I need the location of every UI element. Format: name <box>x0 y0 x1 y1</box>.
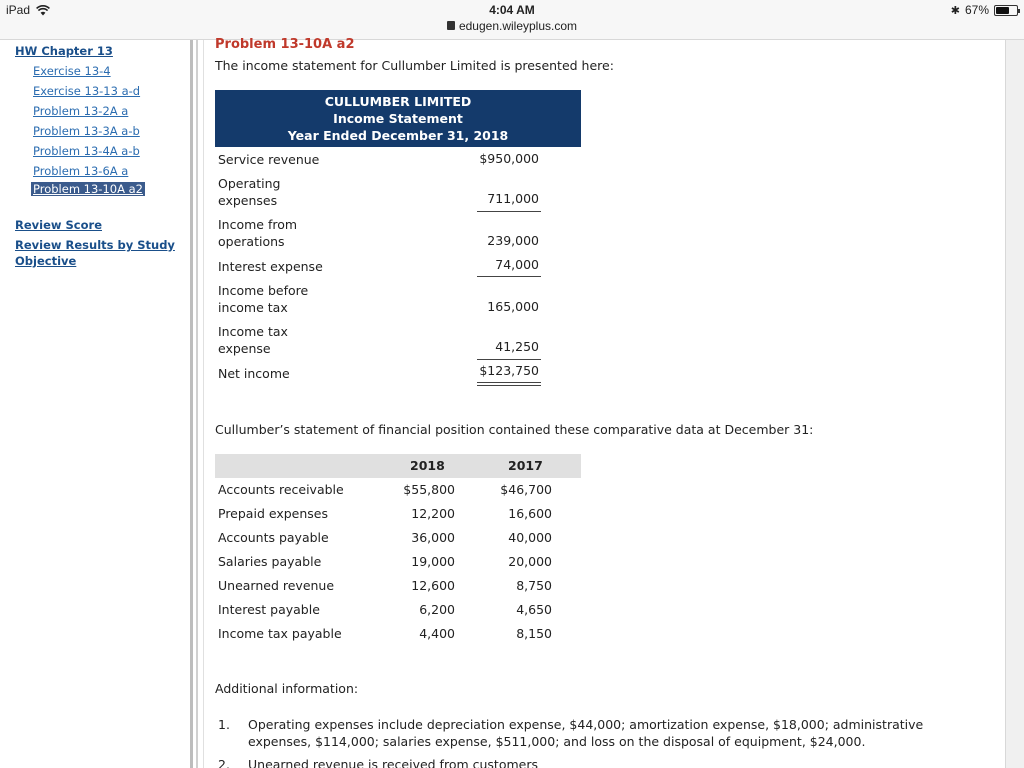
review-results-link[interactable]: Review Results by Study <box>15 238 175 252</box>
value-2017: 4,650 <box>516 602 552 617</box>
row-value: $950,000 <box>479 151 539 166</box>
additional-info-heading: Additional information: <box>215 681 359 696</box>
value-2018: 12,200 <box>411 506 455 521</box>
sidebar-item-exercise-13-13[interactable]: Exercise 13-13 a-d <box>33 84 141 98</box>
intro-text: The income statement for Cullumber Limited is presented here: <box>215 58 614 73</box>
device-label: iPad <box>6 3 31 17</box>
address-bar[interactable] <box>0 19 1024 33</box>
row-label: Income tax payable <box>218 626 342 641</box>
col-header-2017: 2017 <box>508 458 543 473</box>
sidebar-item-exercise-13-4[interactable]: Exercise 13-4 <box>33 64 111 78</box>
comparative-header <box>215 454 581 478</box>
row-label-line2: expenses <box>218 193 278 208</box>
row-value: 165,000 <box>487 299 539 314</box>
status-right <box>951 3 1018 17</box>
row-value: 41,250 <box>495 339 539 354</box>
row-label: Salaries payable <box>218 554 322 569</box>
row-label: Operating <box>218 176 281 191</box>
sidebar-item-problem-13-3a[interactable]: Problem 13-3A a-b <box>33 124 140 138</box>
sidebar-item-problem-13-6a[interactable]: Problem 13-6A a <box>33 164 129 178</box>
row-label: Service revenue <box>218 152 320 167</box>
value-2017: 8,750 <box>516 578 552 593</box>
sidebar-item-problem-13-4a[interactable]: Problem 13-4A a-b <box>33 144 140 158</box>
value-2018: 6,200 <box>419 602 455 617</box>
note-number: 2. <box>218 757 230 768</box>
income-statement-header <box>215 90 581 147</box>
sidebar-heading-hw-chapter[interactable]: HW Chapter 13 <box>15 44 113 58</box>
row-value: 74,000 <box>495 257 539 272</box>
lock-icon <box>447 21 455 30</box>
status-bar <box>0 0 1024 40</box>
value-2017: 40,000 <box>508 530 552 545</box>
value-2017: 20,000 <box>508 554 552 569</box>
row-label: Income from <box>218 217 298 232</box>
sidebar-item-problem-13-10a[interactable]: Problem 13-10A a2 <box>33 182 143 196</box>
underline <box>477 359 541 360</box>
sidebar <box>0 40 190 768</box>
battery-icon <box>994 5 1018 16</box>
underline <box>477 211 541 212</box>
note-text: Operating expenses include depreciation expense, $44,000; amortization expense, $18,000; administrative expenses, $114,000; salaries expense, $511,000; and loss on the disposal of equipment, $24,000. <box>248 717 924 749</box>
review-score-link[interactable]: Review Score <box>15 218 102 232</box>
value-2017: 8,150 <box>516 626 552 641</box>
scrollbar-track[interactable] <box>1005 40 1024 768</box>
bluetooth-icon: ✱ <box>950 4 960 17</box>
frame-divider[interactable] <box>190 40 193 768</box>
review-results-link-line2[interactable]: Objective <box>15 254 77 268</box>
value-2018: 12,600 <box>411 578 455 593</box>
row-label: Net income <box>218 366 290 381</box>
row-label-line2: operations <box>218 234 285 249</box>
row-label: Accounts receivable <box>218 482 344 497</box>
statement-period: Year Ended December 31, 2018 <box>287 128 509 143</box>
row-label: Income tax <box>218 324 288 339</box>
note-number: 1. <box>218 717 230 732</box>
col-header-2018: 2018 <box>410 458 445 473</box>
value-2017: $46,700 <box>500 482 552 497</box>
row-label: Accounts payable <box>218 530 329 545</box>
value-2018: $55,800 <box>403 482 455 497</box>
double-underline-bottom <box>477 385 541 386</box>
sidebar-item-problem-13-2a[interactable]: Problem 13-2A a <box>33 104 129 118</box>
problem-title: Problem 13-10A a2 <box>215 37 355 52</box>
comparative-intro: Cullumber’s statement of financial position contained these comparative data at December 31: <box>215 422 814 437</box>
content-border <box>203 40 204 768</box>
row-value: 711,000 <box>487 191 539 206</box>
row-label: Interest payable <box>218 602 320 617</box>
row-label-line2: expense <box>218 341 271 356</box>
note-text: Unearned revenue is received from customers <box>248 757 538 768</box>
row-label: Prepaid expenses <box>218 506 328 521</box>
value-2018: 4,400 <box>419 626 455 641</box>
row-label: Income before <box>218 283 309 298</box>
row-value: 239,000 <box>487 233 539 248</box>
battery-percent: 67% <box>964 3 989 17</box>
statement-name: Income Statement <box>333 111 463 126</box>
clock: 4:04 AM <box>489 3 535 17</box>
value-2017: 16,600 <box>508 506 552 521</box>
row-label: Interest expense <box>218 259 323 274</box>
row-label: Unearned revenue <box>218 578 335 593</box>
double-underline-top <box>477 382 541 383</box>
underline <box>477 276 541 277</box>
row-label-line2: income tax <box>218 300 288 315</box>
company-name: CULLUMBER LIMITED <box>324 94 472 109</box>
value-2018: 36,000 <box>411 530 455 545</box>
row-value: $123,750 <box>479 363 539 378</box>
value-2018: 19,000 <box>411 554 455 569</box>
frame-divider-inner <box>196 40 198 768</box>
url-text: edugen.wileyplus.com <box>458 19 578 33</box>
